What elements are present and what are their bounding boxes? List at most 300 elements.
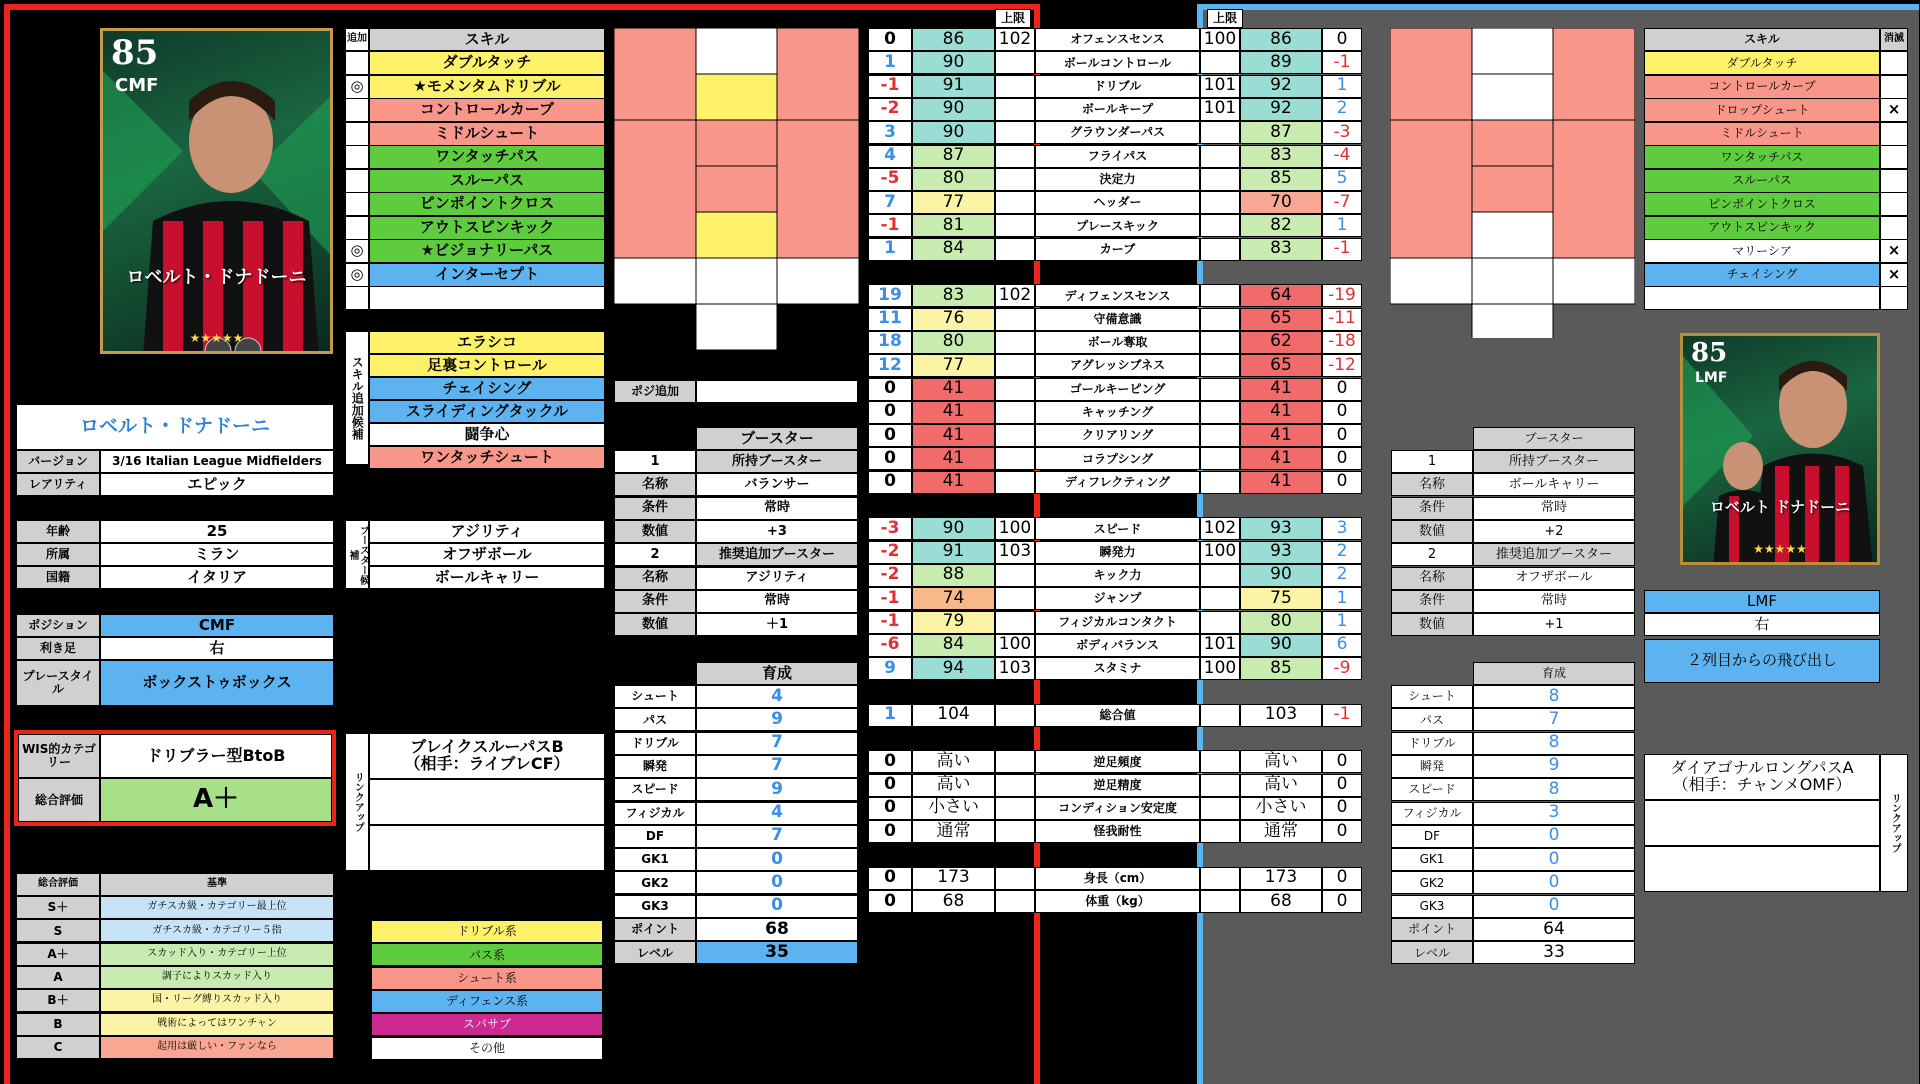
training-value: 3 [1473, 802, 1635, 825]
training-value: 7 [1473, 708, 1635, 731]
training-key: 瞬発 [1391, 755, 1473, 778]
right-skill-empty [1644, 286, 1880, 310]
right-linkup-label: リンクアップ [1880, 754, 1908, 892]
left-stat-diff: 12 [868, 354, 912, 377]
stat-name: 身長（cm） [1035, 867, 1200, 890]
right-stat-cap [1200, 401, 1240, 424]
right-stat-value: 高い [1240, 750, 1322, 773]
left-stat-value: 41 [912, 424, 995, 447]
right-linkup-empty-1 [1644, 800, 1880, 846]
left-stat-cap [995, 331, 1035, 354]
left-stat-cap [995, 447, 1035, 470]
skill-item: ダブルタッチ [369, 51, 605, 75]
booster-value: アジリティ [696, 567, 858, 590]
left-stat-cap [995, 471, 1035, 494]
legend-item: ディフェンス系 [371, 990, 603, 1013]
training-key: パス [1391, 708, 1473, 731]
training-key: DF [1391, 825, 1473, 848]
left-stat-cap [995, 890, 1035, 913]
training-key: 瞬発 [614, 755, 696, 778]
pos-add-value [696, 380, 858, 403]
left-stat-diff: 0 [868, 471, 912, 494]
right-stat-diff: 0 [1322, 867, 1362, 890]
left-stat-value: 74 [912, 587, 995, 610]
level-value: 33 [1473, 941, 1635, 964]
right-stat-cap [1200, 564, 1240, 587]
grade-letter: C [16, 1036, 100, 1059]
stat-name: ボディバランス [1035, 634, 1200, 657]
version-value: 3/16 Italian League Midfielders [100, 450, 334, 473]
left-stat-value: 90 [912, 517, 995, 540]
skill-mark [345, 169, 369, 193]
booster-title: ブースター [696, 427, 858, 450]
right-stat-value: 41 [1240, 378, 1322, 401]
stat-name: ヘッダー [1035, 191, 1200, 214]
right-stat-diff: -1 [1322, 704, 1362, 727]
stat-name: ディフェンスセンス [1035, 284, 1200, 307]
skill-removed-mark [1880, 145, 1908, 169]
right-stat-cap [1200, 168, 1240, 191]
right-skill-item: アウトスピンキック [1644, 216, 1880, 240]
booster-candidate: オフザボール [369, 543, 605, 566]
position-cell [1553, 28, 1635, 120]
training-value: 9 [1473, 755, 1635, 778]
training-value: 7 [696, 732, 858, 755]
left-stat-diff: 19 [868, 284, 912, 307]
skill-removed-mark [1880, 169, 1908, 193]
training-value: 7 [696, 755, 858, 778]
right-card-name: ロベルト ドナドーニ [1709, 498, 1851, 516]
right-linkup-box [1644, 754, 1880, 800]
right-stat-value: 70 [1240, 191, 1322, 214]
left-cap-label: 上限 [995, 9, 1031, 28]
training-value: 8 [1473, 778, 1635, 801]
linkup-box [369, 733, 605, 779]
position-cell [1472, 28, 1553, 74]
skill-item: インターセプト [369, 263, 605, 287]
booster-value: ボールキャリー [1473, 473, 1635, 496]
grade-letter: B [16, 1013, 100, 1036]
training-value: 0 [1473, 848, 1635, 871]
right-stat-diff: -1 [1322, 238, 1362, 261]
left-stat-diff: -3 [868, 517, 912, 540]
level-value: 35 [696, 941, 858, 964]
right-stat-diff: -12 [1322, 354, 1362, 377]
skill-item: コントロールカーブ [369, 98, 605, 122]
right-stat-cap: 101 [1200, 75, 1240, 98]
right-skill-item: ミドルシュート [1644, 122, 1880, 146]
right-stat-cap [1200, 191, 1240, 214]
linkup-name: ブレイクスルーパスB [410, 737, 564, 757]
right-skill-empty-mark [1880, 286, 1908, 310]
left-stat-cap [995, 867, 1035, 890]
left-stat-value: 80 [912, 331, 995, 354]
stat-name: 決定力 [1035, 168, 1200, 191]
grade-letter: A [16, 966, 100, 989]
booster-value: 常時 [1473, 497, 1635, 520]
grade-letter: S [16, 919, 100, 942]
skill-mark [345, 98, 369, 122]
left-stat-cap: 103 [995, 657, 1035, 680]
grade-desc: 戦術によってはワンチャン [100, 1013, 334, 1036]
grade-desc: ガチスカ級・カテゴリー５指 [100, 919, 334, 942]
right-stat-diff: 1 [1322, 611, 1362, 634]
training-key: GK3 [614, 895, 696, 918]
right-stat-diff: -7 [1322, 191, 1362, 214]
right-stat-cap [1200, 424, 1240, 447]
right-stat-diff: -9 [1322, 657, 1362, 680]
left-stat-value: 80 [912, 168, 995, 191]
player-name: ロベルト・ドナドーニ [16, 404, 334, 450]
version-label: バージョン [16, 450, 100, 473]
right-stat-cap [1200, 308, 1240, 331]
left-stat-cap: 103 [995, 541, 1035, 564]
right-stat-cap [1200, 774, 1240, 797]
right-stat-diff: 6 [1322, 634, 1362, 657]
legend-item: シュート系 [371, 967, 603, 990]
booster-key: 2 [614, 543, 696, 566]
right-stat-value: 通常 [1240, 820, 1322, 843]
right-stat-cap [1200, 447, 1240, 470]
linkup-label: リンクアップ [345, 733, 369, 871]
left-stat-value: 86 [912, 28, 995, 51]
left-stat-diff: -1 [868, 75, 912, 98]
right-stat-diff: 3 [1322, 517, 1362, 540]
grade-desc: 調子によりスカッド入り [100, 966, 334, 989]
pos-add-label: ポジ追加 [614, 380, 696, 403]
training-value: 8 [1473, 685, 1635, 708]
left-stat-value: 87 [912, 145, 995, 168]
player-card-right [1680, 333, 1880, 565]
left-stat-diff: 0 [868, 28, 912, 51]
right-stat-value: 41 [1240, 447, 1322, 470]
rarity-value: エピック [100, 473, 334, 496]
right-stat-cap [1200, 867, 1240, 890]
right-stat-cap [1200, 284, 1240, 307]
nation-value: イタリア [100, 566, 334, 589]
card-stars: ★★★★★ [189, 331, 244, 345]
age-label: 年齢 [16, 520, 100, 543]
grade-desc: 起用は厳しい・ファンなら [100, 1036, 334, 1059]
booster-value: 常時 [696, 497, 858, 520]
right-skill-item: チェイシング [1644, 263, 1880, 287]
left-stat-value: 41 [912, 401, 995, 424]
position-cell [1472, 166, 1553, 212]
skill-removed-mark: × [1880, 98, 1908, 122]
training-value: 0 [1473, 871, 1635, 894]
skill-item: ★モメンタムドリブル [369, 75, 605, 99]
booster-value: 常時 [696, 590, 858, 613]
right-stat-value: 92 [1240, 75, 1322, 98]
skill-mark: ◎ [345, 75, 369, 99]
left-stat-value: 90 [912, 121, 995, 144]
skill-removed-mark [1880, 51, 1908, 75]
booster-value: +3 [696, 520, 858, 543]
position-cell [1390, 258, 1472, 304]
stat-name: キャッチング [1035, 401, 1200, 424]
right-stat-diff: 1 [1322, 75, 1362, 98]
left-stat-cap: 100 [995, 517, 1035, 540]
training-value: 9 [696, 708, 858, 731]
right-stat-value: 90 [1240, 634, 1322, 657]
right-training-title: 育成 [1473, 662, 1635, 685]
skill-candidate-label: スキル追加候補 [345, 331, 369, 465]
skill-item: ワンタッチパス [369, 145, 605, 169]
right-stat-cap [1200, 331, 1240, 354]
right-stat-cap [1200, 797, 1240, 820]
right-playstyle-value: ２列目からの飛び出し [1644, 639, 1880, 683]
stat-name: 総合値 [1035, 704, 1200, 727]
playstyle-label: プレースタイル [16, 660, 100, 706]
right-stat-value: 90 [1240, 564, 1322, 587]
left-stat-value: 77 [912, 191, 995, 214]
left-stat-diff: 9 [868, 657, 912, 680]
right-stat-cap [1200, 145, 1240, 168]
right-stat-diff: 1 [1322, 587, 1362, 610]
right-stat-diff: -18 [1322, 331, 1362, 354]
right-stat-cap [1200, 611, 1240, 634]
position-cell [696, 304, 777, 350]
booster-key: 数値 [614, 613, 696, 636]
skill-item: ミドルシュート [369, 122, 605, 146]
right-stat-cap: 102 [1200, 517, 1240, 540]
right-skill-item: ダブルタッチ [1644, 51, 1880, 75]
booster-key: 名称 [1391, 567, 1473, 590]
left-stat-value: 77 [912, 354, 995, 377]
training-key: フィジカル [1391, 802, 1473, 825]
training-value: 8 [1473, 732, 1635, 755]
left-stat-diff: 0 [868, 774, 912, 797]
booster-value: 所持ブースター [696, 450, 858, 473]
right-stat-value: 64 [1240, 284, 1322, 307]
left-stat-value: 76 [912, 308, 995, 331]
legend-item: その他 [371, 1037, 603, 1060]
left-stat-value: 104 [912, 704, 995, 727]
points-value: 68 [696, 918, 858, 941]
legend-item: パス系 [371, 943, 603, 966]
position-cell [1472, 120, 1553, 166]
skill-item: アウトスピンキック [369, 216, 605, 240]
skill-mark [345, 192, 369, 216]
left-stat-cap [995, 354, 1035, 377]
position-cell [696, 212, 777, 258]
right-skill-item: ワンタッチパス [1644, 145, 1880, 169]
card-name: ロベルト・ドナドーニ [126, 267, 307, 288]
booster-candidate: ボールキャリー [369, 566, 605, 589]
stat-name: コンディション安定度 [1035, 797, 1200, 820]
left-stat-cap [995, 121, 1035, 144]
training-key: ドリブル [614, 732, 696, 755]
left-stat-diff: -1 [868, 587, 912, 610]
training-key: DF [614, 825, 696, 848]
right-stat-value: 65 [1240, 308, 1322, 331]
nation-label: 国籍 [16, 566, 100, 589]
right-stat-cap [1200, 238, 1240, 261]
training-title: 育成 [696, 662, 858, 685]
right-linkup-empty-2 [1644, 846, 1880, 892]
skill-mark [345, 122, 369, 146]
booster-key: 数値 [1391, 613, 1473, 636]
skills-header: スキル [369, 28, 605, 51]
left-stat-value: 90 [912, 51, 995, 74]
left-stat-value: 高い [912, 750, 995, 773]
skill-removed-mark: × [1880, 239, 1908, 263]
foot-value: 右 [100, 637, 334, 660]
right-stat-cap [1200, 214, 1240, 237]
level-label: レベル [1391, 941, 1473, 964]
left-stat-diff: 1 [868, 704, 912, 727]
playstyle-value: ボックストゥボックス [100, 660, 334, 706]
right-skill-item: コントロールカーブ [1644, 75, 1880, 99]
skill-item: ピンポイントクロス [369, 192, 605, 216]
booster-value: 常時 [1473, 590, 1635, 613]
right-stat-diff: 0 [1322, 890, 1362, 913]
left-stat-value: 41 [912, 378, 995, 401]
left-stat-cap [995, 587, 1035, 610]
stat-name: カーブ [1035, 238, 1200, 261]
grade-letter: B＋ [16, 989, 100, 1012]
right-stat-diff: 0 [1322, 797, 1362, 820]
right-skill-item: スルーパス [1644, 169, 1880, 193]
skill-mark [345, 145, 369, 169]
position-label: ポジション [16, 614, 100, 637]
linkup-empty-2 [369, 825, 605, 871]
legend-item: ドリブル系 [371, 920, 603, 943]
right-stat-diff: 0 [1322, 750, 1362, 773]
stat-name: コラプシング [1035, 447, 1200, 470]
position-cell [1553, 120, 1635, 258]
overall-value: A＋ [100, 778, 332, 822]
grade-letter: S＋ [16, 896, 100, 919]
right-stat-diff: 0 [1322, 424, 1362, 447]
left-stat-diff: 0 [868, 797, 912, 820]
left-stat-diff: 3 [868, 121, 912, 144]
training-value: 7 [696, 825, 858, 848]
rarity-label: レアリティ [16, 473, 100, 496]
left-position-matrix [614, 28, 859, 358]
left-stat-diff: 0 [868, 820, 912, 843]
right-stat-diff: 0 [1322, 774, 1362, 797]
right-foot-value: 右 [1644, 613, 1880, 636]
right-stat-value: 89 [1240, 51, 1322, 74]
right-stat-cap [1200, 704, 1240, 727]
left-stat-cap [995, 145, 1035, 168]
skill-mark: ◎ [345, 263, 369, 287]
training-key: GK1 [614, 848, 696, 871]
training-key: GK2 [614, 871, 696, 894]
left-stat-value: 81 [912, 214, 995, 237]
right-stat-value: 41 [1240, 401, 1322, 424]
legend-item: スパサブ [371, 1013, 603, 1036]
left-stat-cap [995, 214, 1035, 237]
left-stat-diff: 1 [868, 238, 912, 261]
skill-item [369, 286, 605, 310]
right-stat-value: 65 [1240, 354, 1322, 377]
left-stat-cap [995, 191, 1035, 214]
training-key: スピード [614, 778, 696, 801]
left-stat-value: 79 [912, 611, 995, 634]
right-stat-diff: 2 [1322, 541, 1362, 564]
right-stat-value: 75 [1240, 587, 1322, 610]
left-stat-diff: 0 [868, 890, 912, 913]
left-stat-value: 通常 [912, 820, 995, 843]
right-stat-value: 41 [1240, 471, 1322, 494]
right-stat-diff: 0 [1322, 28, 1362, 51]
stat-name: フィジカルコンタクト [1035, 611, 1200, 634]
left-stat-diff: 1 [868, 51, 912, 74]
training-key: ドリブル [1391, 732, 1473, 755]
left-stat-value: 84 [912, 634, 995, 657]
right-stat-value: 103 [1240, 704, 1322, 727]
booster-key: 条件 [614, 497, 696, 520]
position-cell [696, 74, 777, 120]
right-stat-cap [1200, 51, 1240, 74]
left-stat-diff: -2 [868, 98, 912, 121]
candidate-skill: スライディングタックル [369, 400, 605, 423]
right-stat-cap: 101 [1200, 98, 1240, 121]
training-value: 4 [696, 802, 858, 825]
training-key: シュート [614, 685, 696, 708]
points-label: ポイント [1391, 918, 1473, 941]
right-card-stars: ★★★★★ [1753, 542, 1807, 556]
left-stat-value: 94 [912, 657, 995, 680]
right-skill-item: マリーシア [1644, 239, 1880, 263]
level-label: レベル [614, 941, 696, 964]
candidate-skill: ワンタッチシュート [369, 446, 605, 469]
candidate-skill: 闘争心 [369, 423, 605, 446]
right-stat-value: 85 [1240, 657, 1322, 680]
training-value: 0 [696, 848, 858, 871]
left-stat-value: 91 [912, 541, 995, 564]
right-stat-diff: 0 [1322, 820, 1362, 843]
left-stat-value: 173 [912, 867, 995, 890]
booster-candidate-label: ブースター候補 [345, 520, 369, 589]
stat-name: 逆足頻度 [1035, 750, 1200, 773]
right-stat-value: 小さい [1240, 797, 1322, 820]
left-stat-diff: 0 [868, 867, 912, 890]
left-stat-value: 68 [912, 890, 995, 913]
grade-header-1: 総合評価 [16, 873, 100, 896]
left-stat-cap [995, 424, 1035, 447]
candidate-skill: 足裏コントロール [369, 354, 605, 377]
booster-candidate: アジリティ [369, 520, 605, 543]
grade-desc: ガチスカ級・カテゴリー最上位 [100, 896, 334, 919]
booster-key: 名称 [614, 473, 696, 496]
right-stat-value: 68 [1240, 890, 1322, 913]
training-value: 0 [1473, 825, 1635, 848]
points-label: ポイント [614, 918, 696, 941]
right-stat-cap: 100 [1200, 541, 1240, 564]
position-cell [777, 258, 859, 304]
right-linkup-name: ダイアゴナルロングパスA [1670, 758, 1854, 778]
candidate-skill: チェイシング [369, 377, 605, 400]
right-booster-title: ブースター [1473, 427, 1635, 450]
right-stat-cap: 101 [1200, 634, 1240, 657]
right-stat-value: 高い [1240, 774, 1322, 797]
training-key: GK2 [1391, 871, 1473, 894]
right-stat-diff: -3 [1322, 121, 1362, 144]
left-stat-cap [995, 168, 1035, 191]
right-stat-diff: 0 [1322, 401, 1362, 424]
training-value: 4 [696, 685, 858, 708]
stat-name: ゴールキーピング [1035, 378, 1200, 401]
right-stat-value: 92 [1240, 98, 1322, 121]
skill-removed-mark [1880, 75, 1908, 99]
right-stat-cap [1200, 471, 1240, 494]
position-cell [1472, 74, 1553, 120]
booster-key: 名称 [614, 567, 696, 590]
stat-name: プレースキック [1035, 214, 1200, 237]
